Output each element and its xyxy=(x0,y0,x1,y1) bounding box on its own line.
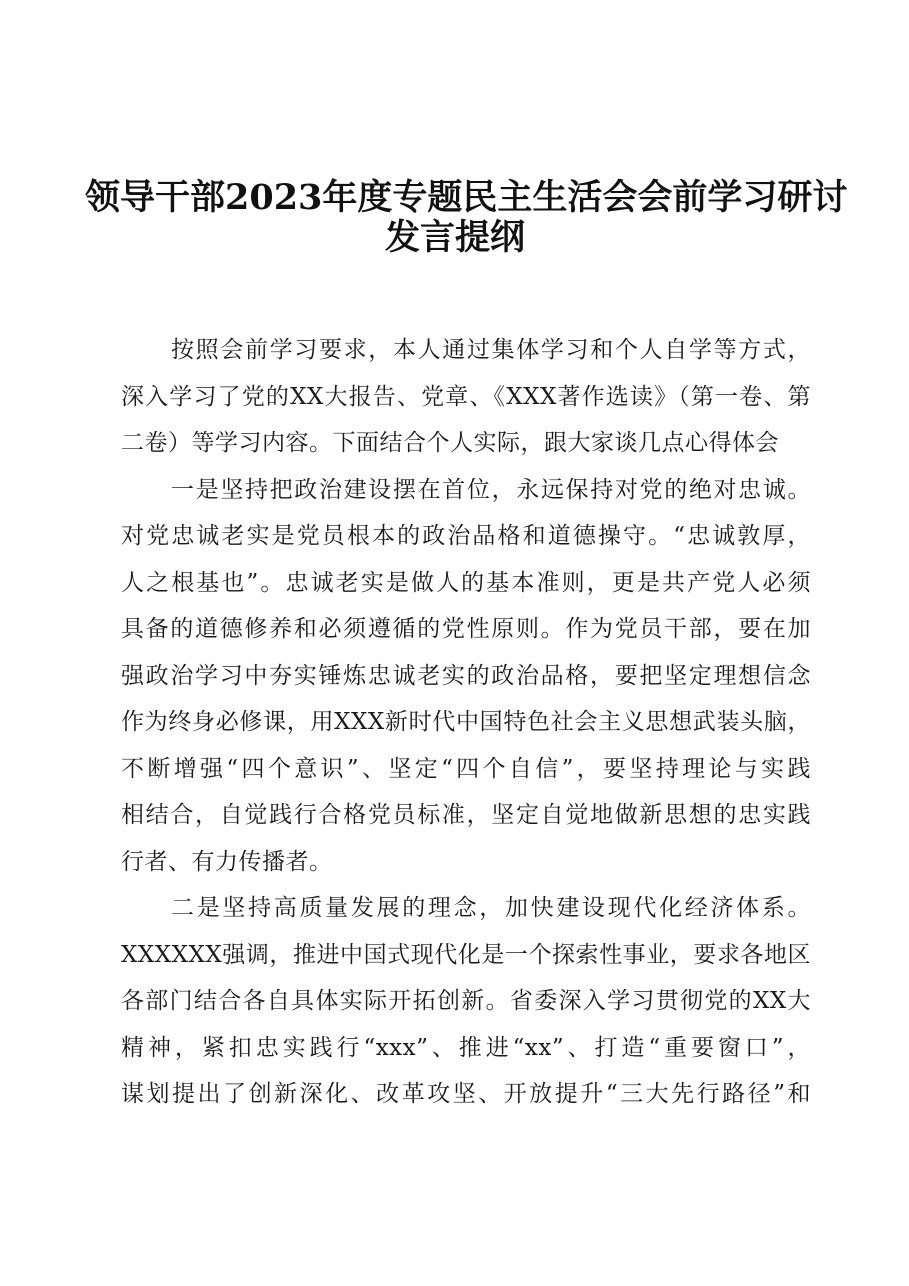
paragraph-line: 不断增强“四个意识”、坚定“四个自信”，要坚持理论与实践 xyxy=(121,755,811,782)
paragraph-line: 相结合，自觉践行合格党员标准，坚定自觉地做新思想的忠实践 xyxy=(121,802,811,828)
paragraph-line: 二卷）等学习内容。下面结合个人实际，跟大家谈几点心得体会 xyxy=(121,430,779,456)
paragraph-line: 谋划提出了创新深化、改革攻坚、开放提升“三大先行路径”和 xyxy=(121,1081,811,1107)
paragraph-line: 对党忠诚老实是党员根本的政治品格和道德操守。“忠诚敦厚， xyxy=(121,523,811,549)
paragraph-line: 强政治学习中夯实锤炼忠诚老实的政治品格，要把坚定理想信念 xyxy=(121,662,811,689)
paragraph-line: XXXXXX强调，推进中国式现代化是一个探索性事业，要求各地区 xyxy=(121,941,811,968)
paragraph-line: 具备的道德修养和必须遵循的党性原则。作为党员干部，要在加 xyxy=(121,616,811,642)
document-title-line-1: 领导干部2023年度专题民主生活会会前学习研讨 xyxy=(85,177,848,218)
paragraph-line: 二是坚持高质量发展的理念，加快建设现代化经济体系。 xyxy=(171,895,811,921)
paragraph-line: 按照会前学习要求，本人通过集体学习和个人自学等方式， xyxy=(171,337,811,363)
document-title-line-2: 发言提纲 xyxy=(384,217,525,258)
paragraph-line: 作为终身必修课，用XXX新时代中国特色社会主义思想武装头脑， xyxy=(121,709,811,735)
paragraph-line: 人之根基也”。忠诚老实是做人的基本准则，更是共产党人必须 xyxy=(121,569,811,596)
document-body xyxy=(121,330,811,1121)
paragraph-line: 精神，紧扣忠实践行“xxx”、推进“xx”、打造“重要窗口”， xyxy=(121,1034,811,1061)
paragraph-line: 各部门结合各自具体实际开拓创新。省委深入学习贯彻党的XX大 xyxy=(121,988,811,1014)
paragraph-line: 行者、有力传播者。 xyxy=(121,848,333,875)
paragraph-line: 深入学习了党的XX大报告、党章、《XXX著作选读》（第一卷、第 xyxy=(121,383,811,410)
paragraph-line: 一是坚持把政治建设摆在首位，永远保持对党的绝对忠诚。 xyxy=(171,476,811,503)
